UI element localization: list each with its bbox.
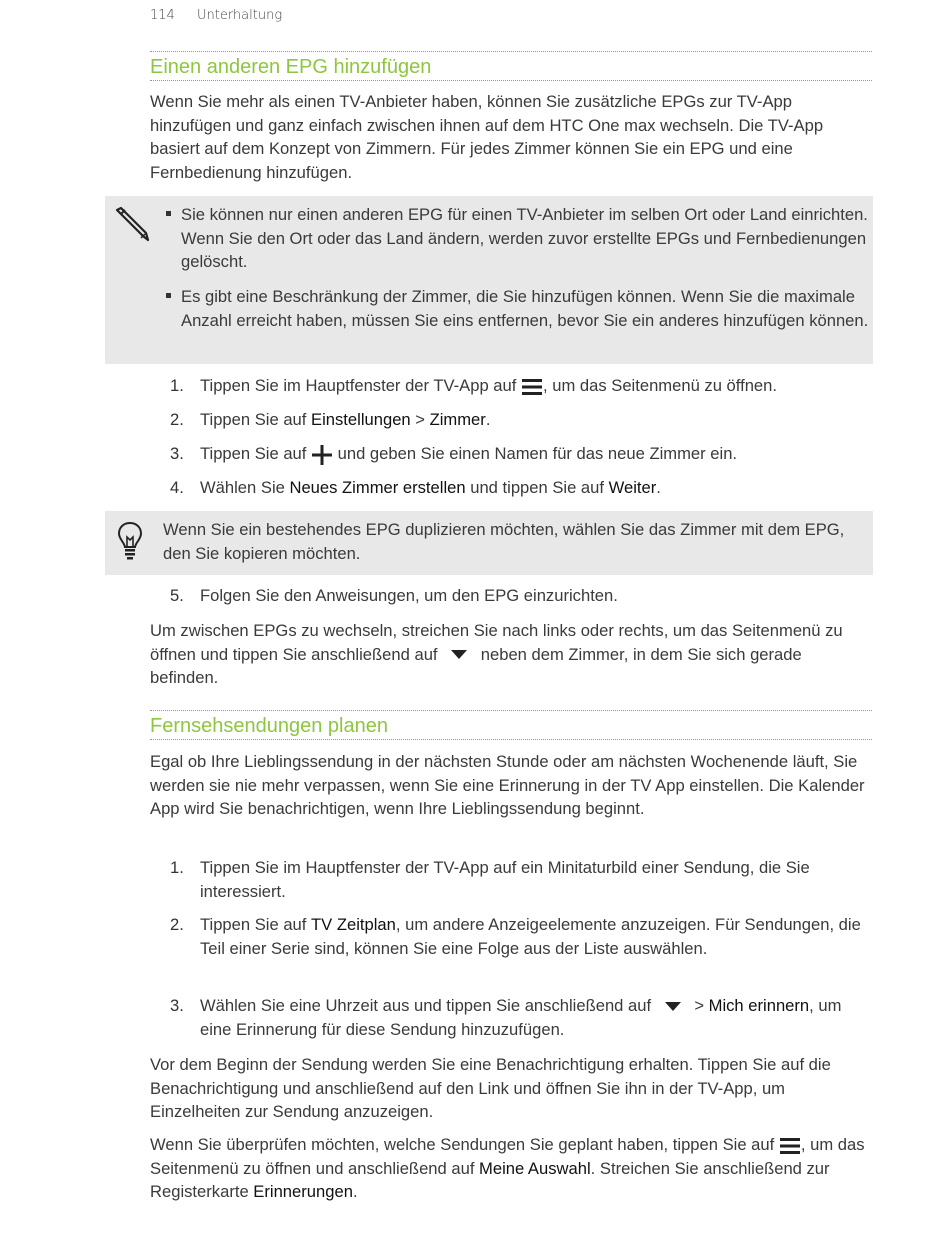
step-number: 1. <box>170 376 184 395</box>
intro-paragraph: Wenn Sie mehr als einen TV-Anbieter haben, können Sie zusätzliche EPGs zur TV-App hinzufügen und ganz einfach zwischen ihnen auf dem HTC One max wechseln. Die TV-App basiert auf dem Konzept von Zimmern. Für jedes Zimmer können Sie ein EPG und eine Fernbedienung hinzufügen. <box>150 92 824 182</box>
step-text: Tippen Sie auf <box>200 444 312 463</box>
settings-label: Einstellungen <box>311 410 411 429</box>
my-selection-label: Meine Auswahl <box>479 1158 591 1178</box>
step-text: Wählen Sie eine Uhrzeit aus und tippen Sie anschließend auf <box>200 996 656 1015</box>
paragraph-text: Um zwischen EPGs zu wechseln, streichen Sie nach links oder rechts, um das Seitenmenü zu öffnen und tippen Sie anschließend auf <box>150 621 843 664</box>
paragraph-text: , um das Seitenmenü zu öffnen und anschließend auf <box>150 1135 865 1178</box>
next-label: Weiter <box>608 478 657 497</box>
step-item <box>200 476 872 500</box>
step-number: 2. <box>170 915 184 934</box>
plus-icon <box>311 444 333 466</box>
step-text: , um andere Anzeigeelemente anzuzeigen. Für Sendungen, die Teil einer Serie sind, können Sie eine Folge aus der Liste auswählen. <box>200 915 861 958</box>
step-text: Wählen Sie <box>200 478 290 497</box>
pencil-icon <box>113 206 153 242</box>
step-number: 2. <box>170 410 184 429</box>
step-text: Tippen Sie auf <box>200 915 312 934</box>
separator: > <box>410 410 430 429</box>
step-item <box>200 913 872 960</box>
step-item <box>200 408 872 432</box>
page-number: 114 <box>150 8 175 23</box>
paragraph-text: . Streichen Sie anschließend zur Registerkarte <box>150 1158 830 1202</box>
page-header <box>150 8 282 23</box>
dropdown-arrow-icon <box>656 1000 690 1014</box>
switch-paragraph <box>150 619 872 690</box>
tip-text: Wenn Sie ein bestehendes EPG duplizieren möchten, wählen Sie das Zimmer mit dem EPG, den Sie kopieren möchten. <box>163 520 845 563</box>
paragraph-text: neben dem Zimmer, in dem Sie sich gerade befinden. <box>150 644 802 688</box>
tv-schedule-label: TV Zeitplan <box>311 915 396 934</box>
check-paragraph <box>150 1133 872 1204</box>
step-text: , um eine Erinnerung für diese Sendung hinzuzufügen. <box>200 996 842 1039</box>
step-number: 5. <box>170 586 184 605</box>
step-item: Tippen Sie im Hauptfenster der TV-App auf ein Minitaturbild einer Sendung, die Sie interessiert. <box>200 858 810 901</box>
room-label: Zimmer <box>429 410 486 429</box>
step-text: , um das Seitenmenü zu öffnen. <box>543 376 777 395</box>
step-text: und geben Sie einen Namen für das neue Zimmer ein. <box>333 444 738 463</box>
separator: > <box>689 996 709 1015</box>
note-bullet: Es gibt eine Beschränkung der Zimmer, die Sie hinzufügen können. Wenn Sie die maximale Anzahl erreicht haben, müssen Sie eins entfernen, bevor Sie ein anderes hinzufügen können. <box>181 287 869 330</box>
section-name: Unterhaltung <box>196 8 283 23</box>
step-number: 4. <box>170 478 184 497</box>
new-room-label: Neues Zimmer erstellen <box>289 478 466 497</box>
step-item <box>200 994 872 1041</box>
section-heading-epg: Einen anderen EPG hinzufügen <box>150 51 872 81</box>
step-number: 3. <box>170 996 184 1015</box>
intro-paragraph: Egal ob Ihre Lieblingssendung in der nächsten Stunde oder am nächsten Wochenende läuft, Sie werden sie nie mehr verpassen, wenn Sie eine Erinnerung in der TV App einstellen. Die Kalender App wird Sie benachrichtigen, wenn Ihre Lieblingssendung beginnt. <box>150 752 865 819</box>
note-bullet: Sie können nur einen anderen EPG für einen TV-Anbieter im selben Ort oder Land einrichten. Wenn Sie den Ort oder das Land ändern, werden zuvor erstellte EPGs und Fernbedienungen gelöscht. <box>181 205 868 272</box>
step-item <box>200 374 872 398</box>
reminders-label: Erinnerungen <box>253 1182 353 1202</box>
notification-paragraph: Vor dem Beginn der Sendung werden Sie eine Benachrichtigung erhalten. Tippen Sie auf die Benachrichtigung und anschließend auf den Link und öffnen Sie ihn in der TV-App, um Einzelheiten zur Sendung anzuzeigen. <box>150 1055 831 1122</box>
step-number: 3. <box>170 444 184 463</box>
paragraph-text: Wenn Sie überprüfen möchten, welche Sendungen Sie geplant haben, tippen Sie auf <box>150 1135 779 1154</box>
menu-icon <box>521 378 543 396</box>
punct: . <box>352 1182 358 1202</box>
remind-me-label: Mich erinnern <box>708 996 810 1015</box>
step-number: 1. <box>170 858 184 877</box>
step-item <box>200 442 872 466</box>
step-text: Tippen Sie auf <box>200 410 312 429</box>
bullet-marker <box>166 293 171 298</box>
step-text: Tippen Sie im Hauptfenster der TV-App auf <box>200 376 521 395</box>
punct: . <box>656 478 661 497</box>
menu-icon <box>779 1137 801 1155</box>
step-item: Folgen Sie den Anweisungen, um den EPG einzurichten. <box>200 586 618 605</box>
lightbulb-icon <box>117 521 143 561</box>
dropdown-arrow-icon <box>442 648 476 662</box>
punct: . <box>485 410 491 429</box>
section-heading-schedule: Fernsehsendungen planen <box>150 710 872 740</box>
step-text: und tippen Sie auf <box>465 478 609 497</box>
bullet-marker <box>166 211 171 216</box>
